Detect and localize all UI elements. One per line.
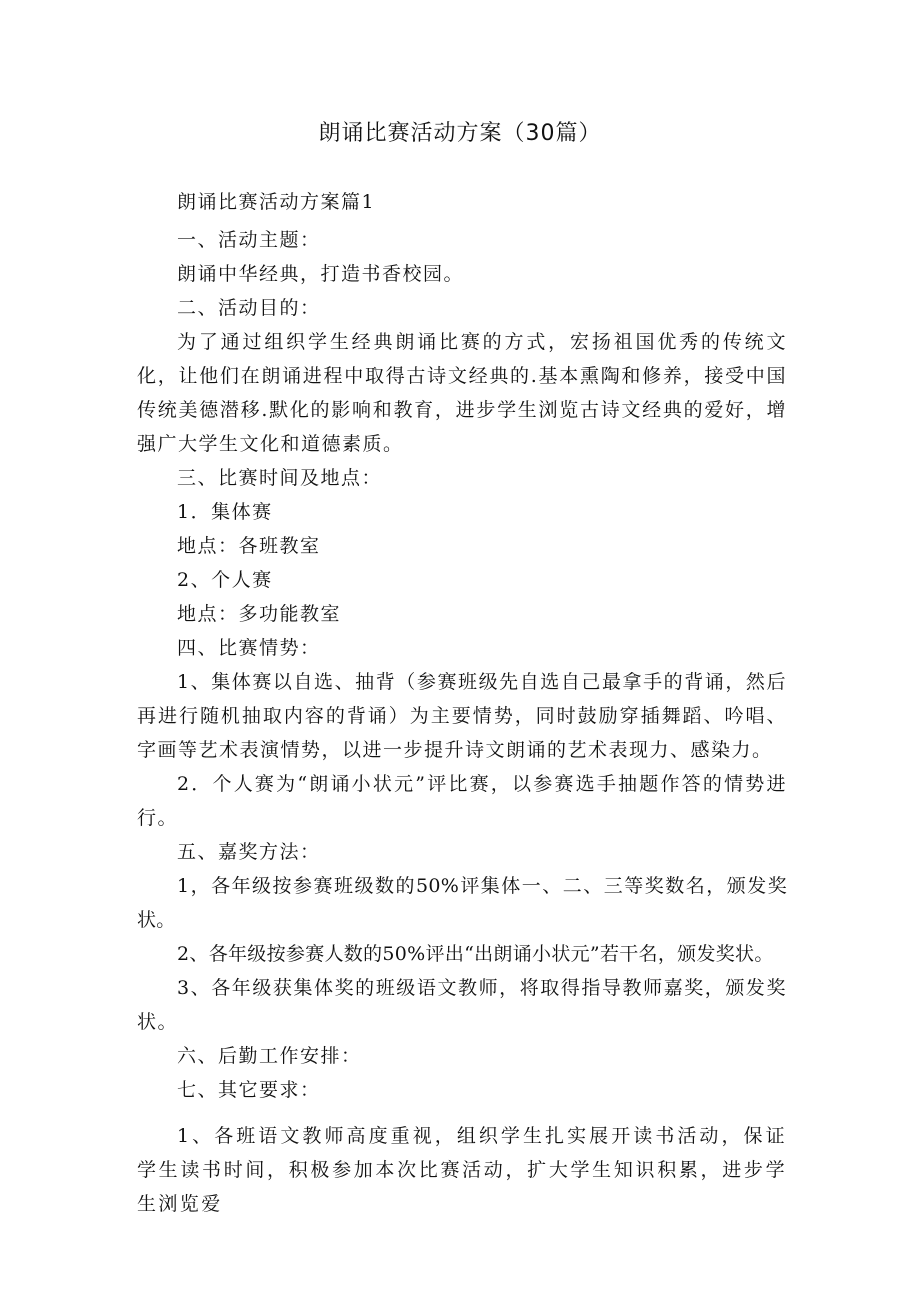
document-body (137, 185, 787, 1221)
section-heading: 五、嘉奖方法： (177, 841, 321, 863)
paragraph: 地点：多功能教室 (177, 603, 342, 625)
section-heading: 一、活动主题： (177, 229, 321, 251)
section-heading: 朗诵比赛活动方案篇1 (177, 191, 376, 213)
paragraph: 为了通过组织学生经典朗诵比赛的方式，宏扬祖国优秀的传统文化，让他们在朗诵进程中取得古诗文经典的.基本熏陶和修养，接受中国传统美德潜移.默化的影响和教育，进步学生浏览古诗文经典的爱好，增强广大学生文化和道德素质。 (137, 331, 787, 455)
paragraph: 1、集体赛以自选、抽背（参赛班级先自选自己最拿手的背诵，然后再进行随机抽取内容的背诵）为主要情势，同时鼓励穿插舞蹈、吟唱、字画等艺术表演情势，以进一步提升诗文朗诵的艺术表现力、感染力。 (137, 671, 787, 761)
list-item: 1，各年级按参赛班级数的50%评集体一、二、三等奖数名，颁发奖状。 (137, 875, 787, 931)
list-item: 1．集体赛 (177, 501, 273, 523)
section-heading: 三、比赛时间及地点： (177, 467, 383, 489)
paragraph: 地点：各班教室 (177, 535, 321, 557)
list-item: 2、各年级按参赛人数的50%评出“出朗诵小状元”若干名，颁发奖状。 (177, 943, 774, 965)
section-heading: 二、活动目的： (177, 297, 321, 319)
document-title: 朗诵比赛活动方案（30篇） (318, 121, 602, 146)
paragraph: 2．个人赛为“朗诵小状元”评比赛，以参赛选手抽题作答的情势进行。 (137, 773, 787, 829)
paragraph: 1、各班语文教师高度重视，组织学生扎实展开读书活动，保证学生读书时间，积极参加本次比赛活动，扩大学生知识积累，进步学生浏览爱 (137, 1125, 787, 1215)
paragraph: 朗诵中华经典，打造书香校园。 (177, 263, 465, 285)
list-item: 3、各年级获集体奖的班级语文教师，将取得指导教师嘉奖，颁发奖状。 (137, 977, 787, 1033)
section-heading: 七、其它要求： (177, 1079, 321, 1101)
section-heading: 四、比赛情势： (177, 637, 321, 659)
list-item: 2、个人赛 (177, 569, 273, 591)
section-heading: 六、后勤工作安排： (177, 1045, 362, 1067)
